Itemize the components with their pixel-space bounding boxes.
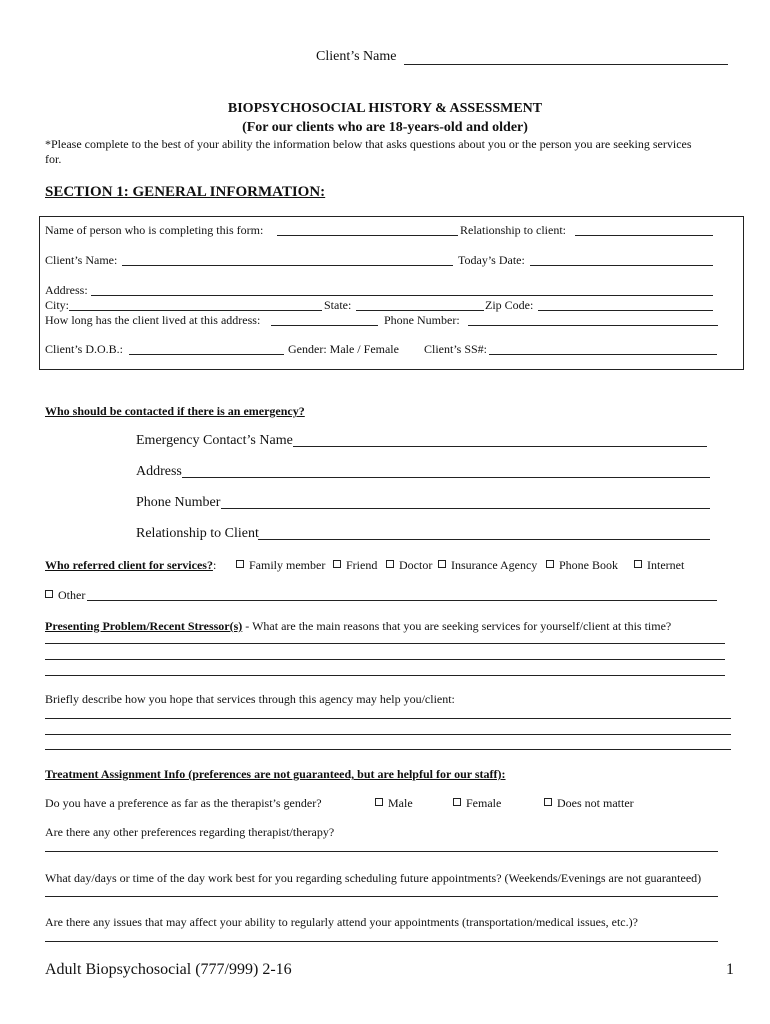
- checkbox-icon[interactable]: [236, 560, 244, 568]
- therapist-gender-question: Do you have a preference as far as the therapist’s gender?: [45, 796, 322, 810]
- presenting-problem-question: - What are the main reasons that you are seeking services for yourself/client at this time?: [242, 619, 672, 633]
- gender-label[interactable]: Gender: Male / Female: [288, 342, 399, 356]
- referral-option-other[interactable]: [45, 588, 85, 603]
- referral-option-label: Friend: [346, 558, 378, 572]
- checkbox-icon[interactable]: [544, 798, 552, 806]
- emergency-question: Who should be contacted if there is an emergency?: [45, 404, 305, 418]
- form-id-footer: Adult Biopsychosocial (777/999) 2-16: [45, 961, 292, 978]
- presenting-problem-row: [45, 619, 671, 634]
- referral-option-phonebook[interactable]: [546, 558, 618, 573]
- referral-option-label: Internet: [647, 558, 685, 572]
- referral-option-doctor[interactable]: [386, 558, 432, 573]
- referral-option-label: Doctor: [399, 558, 433, 572]
- referral-other-field[interactable]: [87, 600, 717, 601]
- checkbox-icon[interactable]: [333, 560, 341, 568]
- presenting-answer-line-3[interactable]: [45, 675, 725, 676]
- other-preferences-question: Are there any other preferences regarding therapist/therapy?: [45, 825, 335, 839]
- attendance-issues-field[interactable]: [45, 941, 718, 942]
- emergency-phone-label: Phone Number: [136, 495, 221, 510]
- checkbox-icon[interactable]: [438, 560, 446, 568]
- form-subtitle: (For our clients who are 18-years-old and older): [242, 120, 528, 135]
- referral-option-label: Family member: [249, 558, 326, 572]
- relationship-field[interactable]: [575, 235, 713, 236]
- presenting-answer-line-1[interactable]: [45, 643, 725, 644]
- emergency-contact-name-label: Emergency Contact’s Name: [136, 433, 293, 448]
- emergency-contact-name-field[interactable]: [293, 446, 707, 447]
- ssn-label: Client’s SS#:: [424, 342, 488, 356]
- presenting-answer-line-2[interactable]: [45, 659, 725, 660]
- state-label: State:: [324, 298, 352, 312]
- gender-option-female[interactable]: [453, 796, 501, 811]
- state-field[interactable]: [356, 310, 484, 311]
- todays-date-field[interactable]: [530, 265, 713, 266]
- referral-option-internet[interactable]: [634, 558, 684, 573]
- gender-option-label: Female: [466, 796, 502, 810]
- emergency-address-field[interactable]: [182, 477, 710, 478]
- referral-question-row: [45, 558, 216, 573]
- address-label: Address:: [45, 283, 88, 297]
- treatment-heading: Treatment Assignment Info (preferences are not guaranteed, but are helpful for our staff):: [45, 767, 506, 781]
- presenting-problem-label: Presenting Problem/Recent Stressor(s): [45, 619, 243, 633]
- emergency-address-label: Address: [136, 464, 182, 479]
- address-field[interactable]: [91, 295, 713, 296]
- checkbox-icon[interactable]: [634, 560, 642, 568]
- referral-option-family[interactable]: [236, 558, 325, 573]
- other-preferences-field[interactable]: [45, 851, 718, 852]
- scheduling-field[interactable]: [45, 896, 718, 897]
- completer-field[interactable]: [277, 235, 458, 236]
- referral-option-label: Insurance Agency: [451, 558, 538, 572]
- emergency-relationship-field[interactable]: [258, 539, 710, 540]
- how-long-label: How long has the client lived at this address:: [45, 313, 261, 327]
- referral-option-friend[interactable]: [333, 558, 377, 573]
- gender-option-male[interactable]: [375, 796, 413, 811]
- checkbox-icon[interactable]: [45, 590, 53, 598]
- page-number: 1: [726, 961, 734, 978]
- client-name-field[interactable]: [122, 265, 453, 266]
- gender-option-label: Male: [388, 796, 413, 810]
- hopes-answer-line-1[interactable]: [45, 718, 731, 719]
- dob-label: Client’s D.O.B.:: [45, 342, 124, 356]
- emergency-phone-field[interactable]: [221, 508, 710, 509]
- city-label: City:: [45, 298, 70, 312]
- relationship-label: Relationship to client:: [460, 223, 566, 237]
- zip-label: Zip Code:: [485, 298, 534, 312]
- todays-date-label: Today’s Date:: [458, 253, 525, 267]
- referral-colon: :: [212, 558, 217, 572]
- phone-field[interactable]: [468, 325, 718, 326]
- checkbox-icon[interactable]: [375, 798, 383, 806]
- scheduling-question: What day/days or time of the day work best for you regarding scheduling future appointments? (Weekends/Evenings are not guaranteed): [45, 871, 702, 885]
- form-title: BIOPSYCHOSOCIAL HISTORY & ASSESSMENT: [227, 101, 543, 116]
- referral-option-insurance[interactable]: [438, 558, 537, 573]
- checkbox-icon[interactable]: [453, 798, 461, 806]
- checkbox-icon[interactable]: [386, 560, 394, 568]
- intro-text: *Please complete to the best of your ability the information below that asks questions about you or the person you are seeking services: [45, 137, 692, 151]
- client-name-label: Client’s Name:: [45, 253, 118, 267]
- referral-option-label: Phone Book: [559, 558, 619, 572]
- ssn-field[interactable]: [489, 354, 717, 355]
- gender-option-does-not-matter[interactable]: [544, 796, 634, 811]
- city-field[interactable]: [69, 310, 322, 311]
- intro-text-cont: for.: [45, 152, 62, 166]
- checkbox-icon[interactable]: [546, 560, 554, 568]
- zip-field[interactable]: [538, 310, 713, 311]
- client-name-header-field[interactable]: [404, 64, 728, 65]
- section1-heading: SECTION 1: GENERAL INFORMATION:: [45, 184, 326, 200]
- completer-label: Name of person who is completing this form:: [45, 223, 264, 237]
- emergency-relationship-label: Relationship to Client: [136, 526, 259, 541]
- gender-option-label: Does not matter: [557, 796, 634, 810]
- how-long-field[interactable]: [271, 325, 378, 326]
- hopes-answer-line-2[interactable]: [45, 734, 731, 735]
- client-name-header-label: Client’s Name: [316, 49, 397, 64]
- referral-question: Who referred client for services?: [45, 558, 213, 572]
- phone-label: Phone Number:: [384, 313, 460, 327]
- referral-other-label: Other: [58, 588, 86, 602]
- hopes-answer-line-3[interactable]: [45, 749, 731, 750]
- hopes-question: Briefly describe how you hope that services through this agency may help you/client:: [45, 692, 455, 706]
- attendance-issues-question: Are there any issues that may affect your ability to regularly attend your appointments (transportation/medical issues, etc.)?: [45, 915, 638, 929]
- dob-field[interactable]: [129, 354, 284, 355]
